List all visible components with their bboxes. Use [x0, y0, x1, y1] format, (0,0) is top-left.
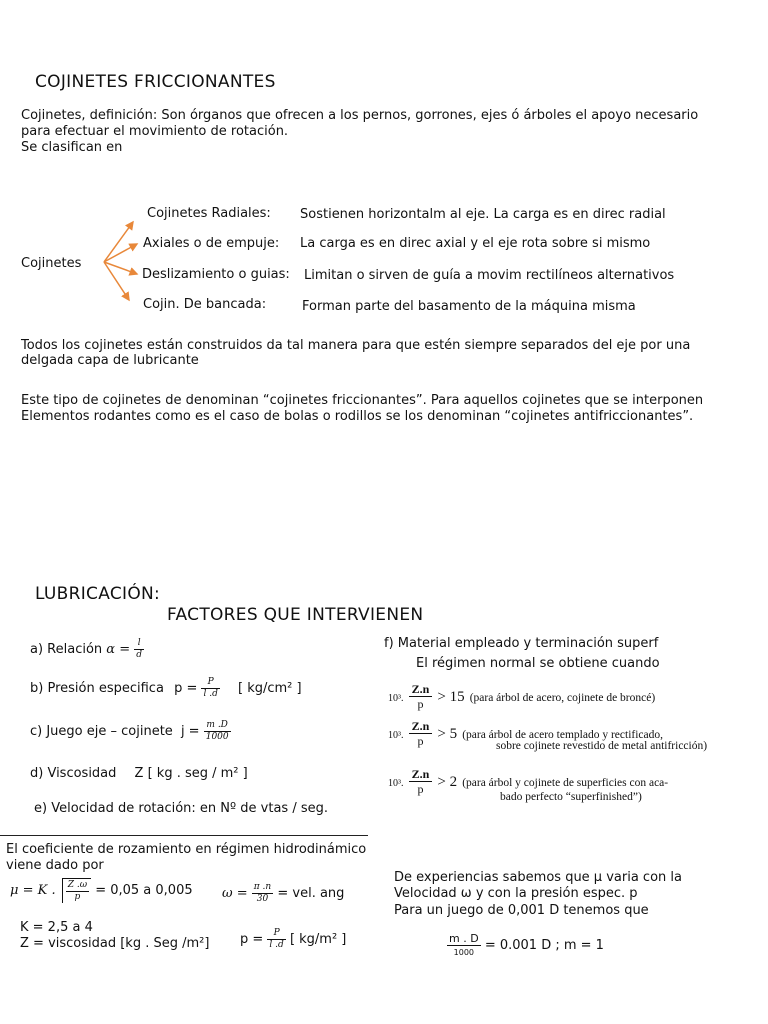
condition-3-coef: 10³. [388, 778, 404, 789]
arrow-radiales [104, 222, 133, 262]
mu-lhs: μ = K . [10, 883, 56, 898]
condition-2-op: > 5 [437, 726, 458, 742]
factor-c [30, 720, 231, 743]
definition-line-3: Se clasifican en [21, 140, 123, 155]
k-value: K = 2,5 a 4 [20, 920, 93, 935]
class-item-2-name: Axiales o de empuje: [143, 236, 280, 251]
paragraph-1-line-2: delgada capa de lubricante [21, 353, 199, 368]
arrow-bancada [104, 262, 129, 300]
factor-b-fraction: $\frac{P}{l .d}$ [203, 677, 218, 699]
factor-b-lhs: p = [174, 681, 198, 696]
classification-root: Cojinetes [21, 256, 82, 271]
class-item-3-desc: Limitan o sirven de guía a movim rectilíneos alternativos [304, 268, 675, 283]
p-fraction: $\frac{P}{l .d}$ [269, 928, 284, 950]
factor-f-sub: El régimen normal se obtiene cuando [416, 656, 660, 671]
condition-1-coef: 10³. [388, 693, 404, 704]
lubrication-title: LUBRICACIÓN: [35, 584, 161, 604]
experience-fraction: $\frac{m . D}{1000}$ [449, 932, 479, 957]
factor-c-fraction: $\frac{m .D}{1000}$ [205, 720, 229, 742]
factor-c-lhs: j = [180, 724, 200, 739]
omega-rhs: = vel. ang [277, 886, 345, 901]
experience-line-1: De experiencias sabemos que μ varia con la [394, 870, 682, 885]
experience-line-2: Velocidad ω y con la presión espec. p [394, 886, 638, 901]
omega-formula [222, 882, 344, 905]
arrow-deslizamiento [104, 262, 137, 274]
condition-2-text-2: sobre cojinete revestido de metal antifricción) [496, 740, 708, 752]
factor-f: f) Material empleado y terminación superf [384, 636, 659, 651]
factor-a [30, 638, 144, 661]
class-item-4-desc: Forman parte del basamento de la máquina misma [302, 299, 636, 314]
condition-1-fraction: $\frac{Z.n}{p}$ [409, 682, 433, 711]
factor-d [30, 766, 248, 781]
experience-rhs: = 0.001 D ; m = 1 [484, 938, 604, 953]
factor-d-label: d) Viscosidad [30, 766, 117, 781]
experience-formula [447, 932, 604, 959]
arrow-axiales [104, 244, 137, 262]
factor-b-label: b) Presión especifica [30, 681, 164, 696]
section-divider [0, 835, 368, 836]
p-rhs: [ kg/m² ] [289, 932, 347, 947]
definition-line-1: Cojinetes, definición: Son órganos que ofrecen a los pernos, gorrones, ejes ó árboles el apoyo necesario [21, 108, 699, 123]
class-item-1-name: Cojinetes Radiales: [147, 206, 271, 221]
factor-a-label: a) Relación [30, 642, 103, 657]
page-title: COJINETES FRICCIONANTES [35, 72, 276, 92]
p-formula [240, 928, 346, 951]
factor-b-unit: [ kg/cm² ] [238, 681, 302, 696]
class-item-2-desc: La carga es en direc axial y el eje rota sobre si mismo [300, 236, 651, 251]
condition-3-fraction: $\frac{Z.n}{p}$ [409, 767, 433, 796]
class-item-3-name: Deslizamiento o guias: [142, 267, 290, 282]
definition-line-2: para efectuar el movimiento de rotación. [21, 124, 289, 139]
factor-a-lhs: α = [106, 642, 131, 657]
condition-1-op: > 15 [437, 689, 465, 705]
classification-arrows [96, 210, 156, 310]
condition-1-text: (para árbol de acero, cojinete de broncé) [469, 692, 656, 704]
z-value: Z = viscosidad [kg . Seg /m²] [20, 936, 210, 951]
condition-2-fraction: $\frac{Z.n}{p}$ [409, 719, 433, 748]
mu-sqrt: $\frac{Z .\omega}{p}$ [62, 878, 91, 903]
paragraph-2-line-2: Elementos rodantes como es el caso de bolas o rodillos se los denominan “cojinetes antifriccionantes”. [21, 409, 694, 424]
factor-a-fraction: $\frac{l}{d}$ [136, 638, 143, 660]
paragraph-2-line-1: Este tipo de cojinetes de denominan “cojinetes friccionantes”. Para aquellos cojinetes que se interponen [21, 393, 704, 408]
class-item-4-name: Cojin. De bancada: [143, 297, 267, 312]
factor-b [30, 677, 302, 700]
condition-1 [388, 682, 655, 711]
lubrication-subtitle: FACTORES QUE INTERVIENEN [167, 605, 424, 625]
friction-line-2: viene dado por [6, 858, 104, 873]
experience-line-3: Para un juego de 0,001 D tenemos que [394, 903, 649, 918]
condition-3-op: > 2 [437, 774, 458, 790]
omega-fraction: $\frac{\pi .n}{30}$ [253, 882, 272, 904]
condition-3-text-2: bado perfecto “superfinished”) [500, 791, 642, 803]
factor-d-text: Z [ kg . seg / m² ] [134, 766, 248, 781]
condition-2-text-1: (para árbol de acero templado y rectificado, [462, 729, 664, 741]
class-item-1-desc: Sostienen horizontalm al eje. La carga es en direc radial [300, 207, 666, 222]
friction-line-1: El coeficiente de rozamiento en régimen hidrodinámico [6, 842, 367, 857]
paragraph-1-line-1: Todos los cojinetes están construidos da tal manera para que estén siempre separados del eje por una [21, 338, 691, 353]
factor-e: e) Velocidad de rotación: en Nº de vtas / seg. [34, 801, 328, 816]
p-lhs: p = [240, 932, 264, 947]
factor-c-label: c) Juego eje – cojinete [30, 724, 173, 739]
friction-mu-formula [10, 878, 193, 903]
mu-rhs: = 0,05 a 0,005 [95, 883, 193, 898]
omega-lhs: ω = [222, 886, 248, 901]
condition-2-coef: 10³. [388, 730, 404, 741]
condition-3-text-1: (para árbol y cojinete de superficies con aca- [462, 777, 669, 789]
